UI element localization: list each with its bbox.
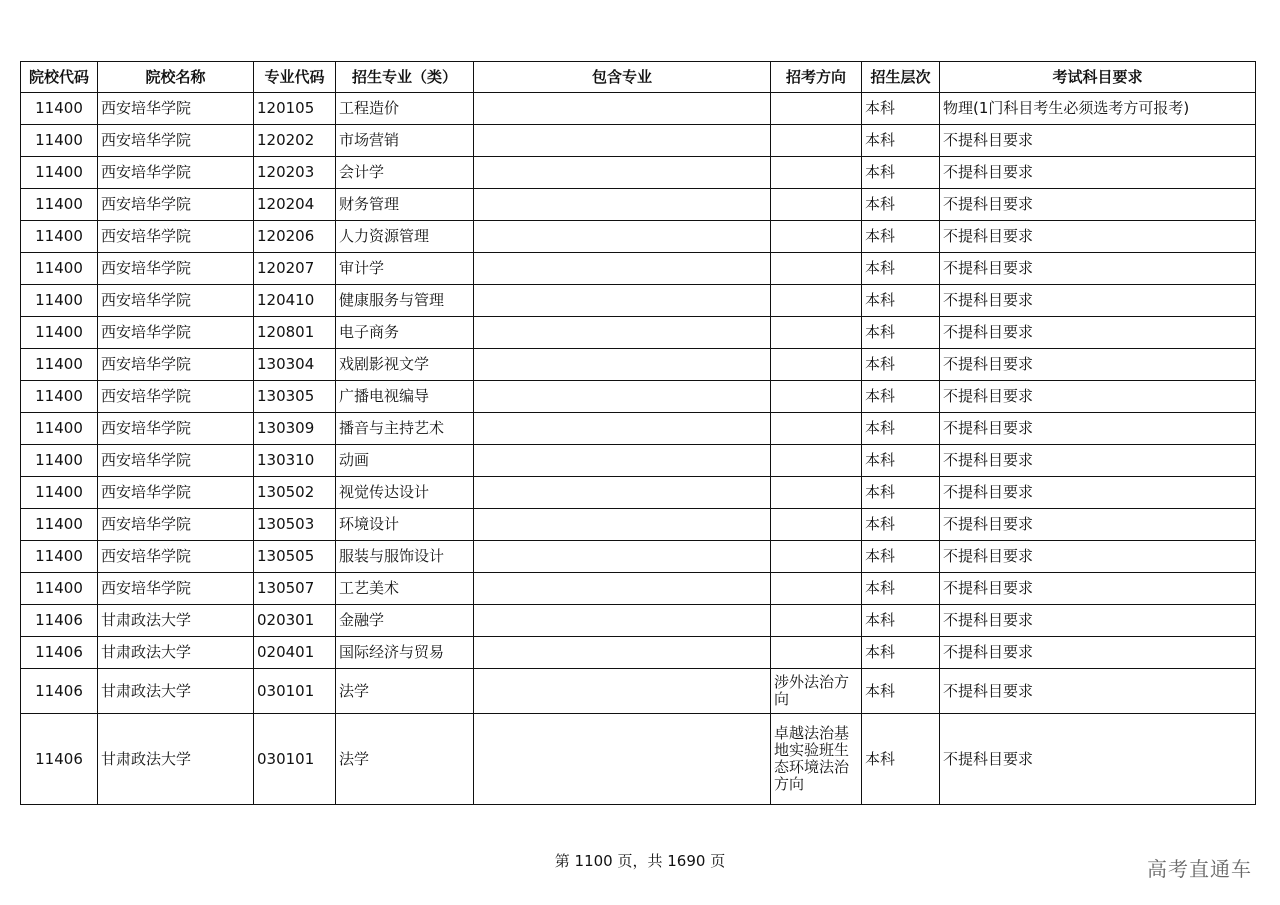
header-major: 招生专业（类） (336, 62, 474, 93)
cell-school-code: 11400 (21, 477, 98, 509)
cell-school-name: 西安培华学院 (98, 253, 254, 285)
cell-included-majors (474, 221, 771, 253)
cell-subject-requirement: 不提科目要求 (940, 445, 1256, 477)
table-body (21, 93, 1256, 805)
cell-school-name: 西安培华学院 (98, 413, 254, 445)
cell-subject-requirement: 不提科目要求 (940, 669, 1256, 714)
cell-subject-requirement: 不提科目要求 (940, 221, 1256, 253)
cell-direction (771, 445, 862, 477)
cell-major-code: 120410 (254, 285, 336, 317)
cell-included-majors (474, 189, 771, 221)
cell-major-code: 130505 (254, 541, 336, 573)
header-school-code: 院校代码 (21, 62, 98, 93)
cell-major: 广播电视编导 (336, 381, 474, 413)
cell-major-code: 120207 (254, 253, 336, 285)
cell-major-code: 020301 (254, 605, 336, 637)
cell-included-majors (474, 509, 771, 541)
admission-table (20, 61, 1256, 805)
cell-subject-requirement: 不提科目要求 (940, 381, 1256, 413)
header-major-code: 专业代码 (254, 62, 336, 93)
cell-major-code: 130305 (254, 381, 336, 413)
cell-subject-requirement: 不提科目要求 (940, 637, 1256, 669)
header-subject-requirement: 考试科目要求 (940, 62, 1256, 93)
cell-included-majors (474, 637, 771, 669)
cell-school-name: 甘肃政法大学 (98, 605, 254, 637)
cell-major: 市场营销 (336, 125, 474, 157)
cell-major: 审计学 (336, 253, 474, 285)
cell-major: 金融学 (336, 605, 474, 637)
cell-level: 本科 (862, 221, 940, 253)
cell-included-majors (474, 669, 771, 714)
cell-school-code: 11406 (21, 637, 98, 669)
cell-included-majors (474, 541, 771, 573)
cell-level: 本科 (862, 413, 940, 445)
cell-major-code: 130309 (254, 413, 336, 445)
cell-direction (771, 285, 862, 317)
table-row (21, 637, 1256, 669)
cell-direction (771, 637, 862, 669)
cell-included-majors (474, 285, 771, 317)
cell-major-code: 030101 (254, 714, 336, 805)
cell-major-code: 120105 (254, 93, 336, 125)
cell-level: 本科 (862, 157, 940, 189)
header-school-name: 院校名称 (98, 62, 254, 93)
page-number: 第 1100 页，共 1690 页 (554, 852, 726, 870)
cell-school-code: 11400 (21, 445, 98, 477)
cell-level: 本科 (862, 573, 940, 605)
cell-school-name: 甘肃政法大学 (98, 669, 254, 714)
header-level: 招生层次 (862, 62, 940, 93)
cell-direction (771, 381, 862, 413)
cell-school-name: 西安培华学院 (98, 445, 254, 477)
cell-major: 播音与主持艺术 (336, 413, 474, 445)
cell-subject-requirement: 不提科目要求 (940, 317, 1256, 349)
cell-major-code: 130503 (254, 509, 336, 541)
cell-included-majors (474, 445, 771, 477)
table-row (21, 93, 1256, 125)
table-row (21, 349, 1256, 381)
table-row (21, 509, 1256, 541)
cell-school-name: 西安培华学院 (98, 541, 254, 573)
cell-level: 本科 (862, 714, 940, 805)
cell-subject-requirement: 不提科目要求 (940, 125, 1256, 157)
cell-subject-requirement: 物理(1门科目考生必须选考方可报考) (940, 93, 1256, 125)
cell-major: 法学 (336, 669, 474, 714)
cell-major-code: 130507 (254, 573, 336, 605)
cell-school-name: 甘肃政法大学 (98, 637, 254, 669)
cell-level: 本科 (862, 669, 940, 714)
cell-subject-requirement: 不提科目要求 (940, 253, 1256, 285)
table-row (21, 477, 1256, 509)
cell-included-majors (474, 413, 771, 445)
cell-major: 服装与服饰设计 (336, 541, 474, 573)
cell-major: 会计学 (336, 157, 474, 189)
cell-included-majors (474, 125, 771, 157)
table-row (21, 605, 1256, 637)
cell-subject-requirement: 不提科目要求 (940, 285, 1256, 317)
cell-major: 法学 (336, 714, 474, 805)
table-row (21, 381, 1256, 413)
cell-major-code: 130310 (254, 445, 336, 477)
cell-level: 本科 (862, 605, 940, 637)
table-row (21, 445, 1256, 477)
cell-school-code: 11406 (21, 605, 98, 637)
cell-school-code: 11400 (21, 541, 98, 573)
cell-subject-requirement: 不提科目要求 (940, 477, 1256, 509)
cell-major-code: 130502 (254, 477, 336, 509)
cell-level: 本科 (862, 189, 940, 221)
cell-major-code: 130304 (254, 349, 336, 381)
cell-direction (771, 93, 862, 125)
table-row (21, 714, 1256, 805)
cell-direction: 涉外法治方向 (771, 669, 862, 714)
cell-school-name: 西安培华学院 (98, 157, 254, 189)
cell-direction (771, 541, 862, 573)
cell-direction (771, 157, 862, 189)
cell-direction (771, 317, 862, 349)
cell-subject-requirement: 不提科目要求 (940, 189, 1256, 221)
cell-level: 本科 (862, 125, 940, 157)
cell-school-code: 11400 (21, 349, 98, 381)
cell-major: 财务管理 (336, 189, 474, 221)
cell-major-code: 020401 (254, 637, 336, 669)
cell-school-code: 11400 (21, 93, 98, 125)
cell-level: 本科 (862, 381, 940, 413)
cell-subject-requirement: 不提科目要求 (940, 413, 1256, 445)
cell-major-code: 030101 (254, 669, 336, 714)
cell-school-code: 11400 (21, 317, 98, 349)
cell-school-name: 西安培华学院 (98, 381, 254, 413)
cell-school-code: 11400 (21, 221, 98, 253)
cell-school-name: 甘肃政法大学 (98, 714, 254, 805)
cell-school-code: 11400 (21, 157, 98, 189)
cell-school-name: 西安培华学院 (98, 189, 254, 221)
table-row (21, 541, 1256, 573)
table-row (21, 221, 1256, 253)
cell-level: 本科 (862, 445, 940, 477)
cell-major: 戏剧影视文学 (336, 349, 474, 381)
cell-major-code: 120801 (254, 317, 336, 349)
cell-school-code: 11400 (21, 285, 98, 317)
cell-included-majors (474, 317, 771, 349)
cell-included-majors (474, 381, 771, 413)
cell-direction (771, 413, 862, 445)
cell-major: 人力资源管理 (336, 221, 474, 253)
cell-school-name: 西安培华学院 (98, 509, 254, 541)
cell-school-name: 西安培华学院 (98, 317, 254, 349)
cell-major-code: 120203 (254, 157, 336, 189)
cell-school-code: 11400 (21, 413, 98, 445)
cell-level: 本科 (862, 93, 940, 125)
cell-major: 动画 (336, 445, 474, 477)
cell-subject-requirement: 不提科目要求 (940, 349, 1256, 381)
cell-major: 工程造价 (336, 93, 474, 125)
cell-included-majors (474, 157, 771, 189)
cell-included-majors (474, 714, 771, 805)
cell-direction (771, 349, 862, 381)
table-row (21, 669, 1256, 714)
cell-subject-requirement: 不提科目要求 (940, 573, 1256, 605)
header-row (21, 62, 1256, 93)
cell-subject-requirement: 不提科目要求 (940, 509, 1256, 541)
cell-level: 本科 (862, 285, 940, 317)
cell-included-majors (474, 93, 771, 125)
header-direction: 招考方向 (771, 62, 862, 93)
cell-school-code: 11400 (21, 509, 98, 541)
header-included-majors: 包含专业 (474, 62, 771, 93)
cell-school-code: 11400 (21, 125, 98, 157)
table-row (21, 189, 1256, 221)
cell-school-code: 11406 (21, 714, 98, 805)
cell-level: 本科 (862, 509, 940, 541)
cell-major-code: 120204 (254, 189, 336, 221)
cell-major: 国际经济与贸易 (336, 637, 474, 669)
cell-major: 环境设计 (336, 509, 474, 541)
cell-level: 本科 (862, 477, 940, 509)
cell-school-name: 西安培华学院 (98, 93, 254, 125)
cell-major: 健康服务与管理 (336, 285, 474, 317)
cell-school-name: 西安培华学院 (98, 477, 254, 509)
cell-level: 本科 (862, 541, 940, 573)
cell-school-name: 西安培华学院 (98, 125, 254, 157)
table-row (21, 125, 1256, 157)
cell-included-majors (474, 253, 771, 285)
cell-direction: 卓越法治基地实验班生态环境法治方向 (771, 714, 862, 805)
table-row (21, 285, 1256, 317)
table-row (21, 253, 1256, 285)
cell-level: 本科 (862, 317, 940, 349)
cell-direction (771, 189, 862, 221)
cell-direction (771, 477, 862, 509)
cell-school-name: 西安培华学院 (98, 573, 254, 605)
cell-included-majors (474, 477, 771, 509)
cell-major-code: 120206 (254, 221, 336, 253)
cell-school-code: 11400 (21, 573, 98, 605)
cell-school-name: 西安培华学院 (98, 221, 254, 253)
cell-level: 本科 (862, 637, 940, 669)
cell-included-majors (474, 605, 771, 637)
cell-level: 本科 (862, 253, 940, 285)
cell-subject-requirement: 不提科目要求 (940, 541, 1256, 573)
cell-major: 视觉传达设计 (336, 477, 474, 509)
cell-direction (771, 573, 862, 605)
table-row (21, 413, 1256, 445)
cell-direction (771, 253, 862, 285)
table-row (21, 573, 1256, 605)
cell-school-code: 11406 (21, 669, 98, 714)
watermark-logo-text: 高考直通车 (1147, 857, 1252, 881)
cell-subject-requirement: 不提科目要求 (940, 157, 1256, 189)
cell-school-code: 11400 (21, 381, 98, 413)
cell-direction (771, 221, 862, 253)
cell-major: 电子商务 (336, 317, 474, 349)
cell-school-name: 西安培华学院 (98, 285, 254, 317)
cell-school-code: 11400 (21, 253, 98, 285)
cell-included-majors (474, 349, 771, 381)
cell-direction (771, 509, 862, 541)
cell-included-majors (474, 573, 771, 605)
cell-level: 本科 (862, 349, 940, 381)
cell-school-code: 11400 (21, 189, 98, 221)
table-row (21, 157, 1256, 189)
cell-major: 工艺美术 (336, 573, 474, 605)
cell-subject-requirement: 不提科目要求 (940, 714, 1256, 805)
cell-direction (771, 605, 862, 637)
cell-subject-requirement: 不提科目要求 (940, 605, 1256, 637)
table-row (21, 317, 1256, 349)
cell-school-name: 西安培华学院 (98, 349, 254, 381)
cell-direction (771, 125, 862, 157)
cell-major-code: 120202 (254, 125, 336, 157)
